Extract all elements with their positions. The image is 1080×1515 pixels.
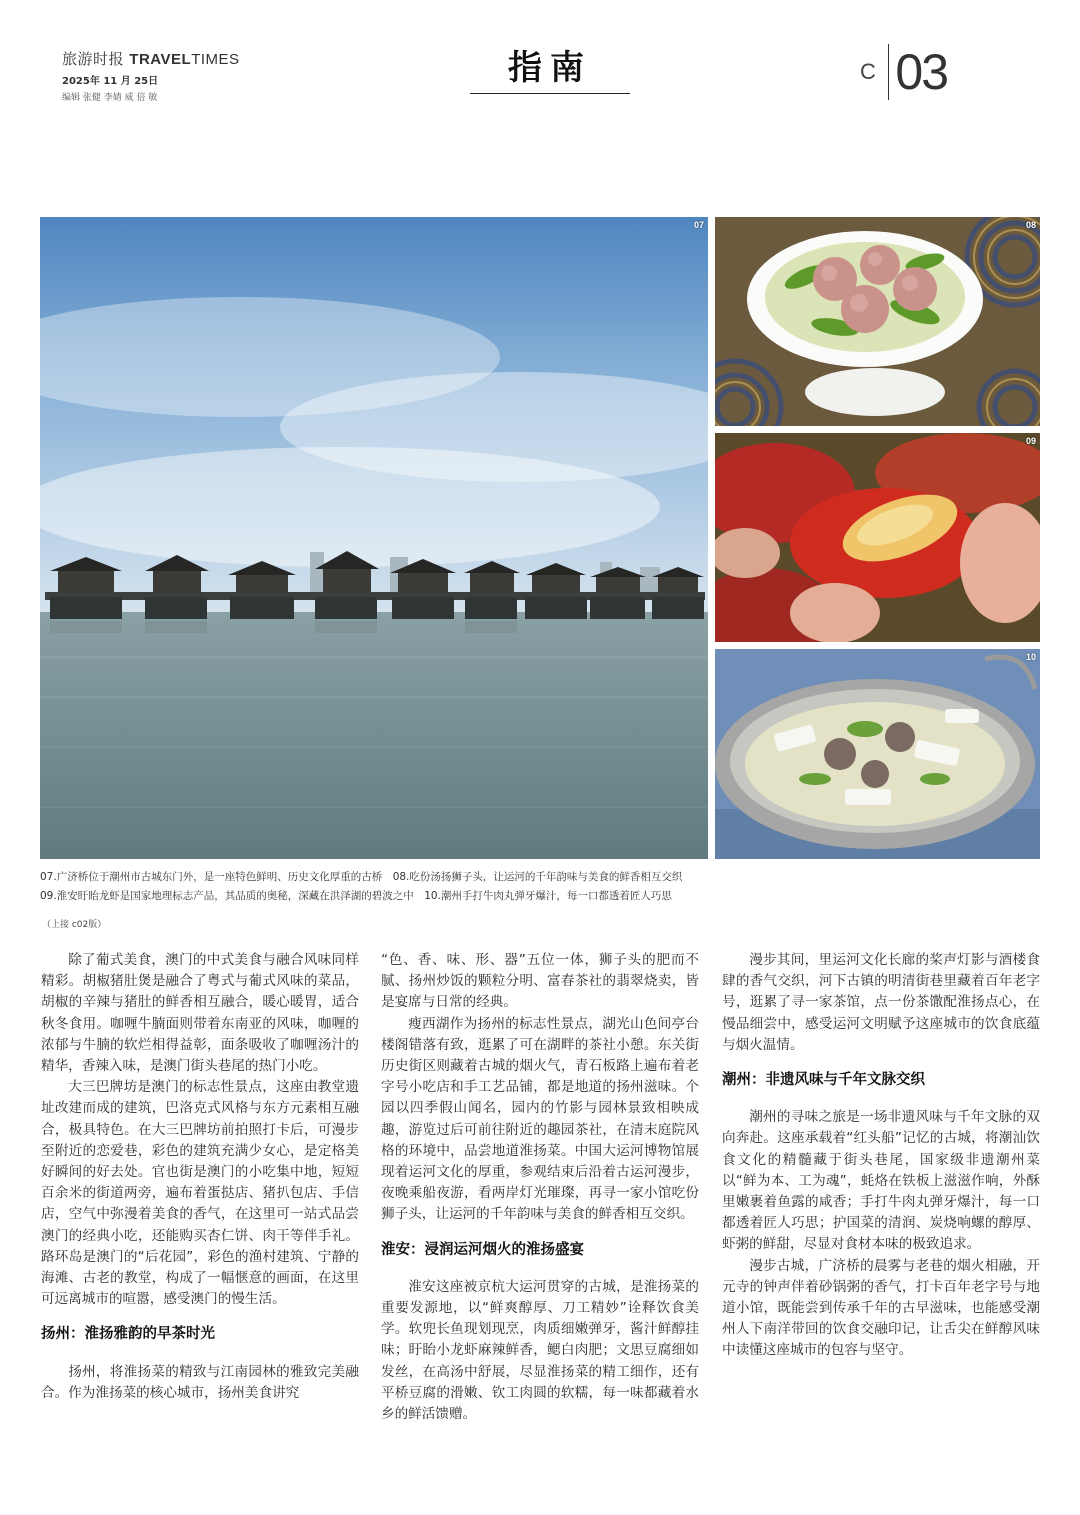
photo-number-08: 08 <box>1025 220 1036 230</box>
subheading-chaozhou: 潮州：非遗风味与千年文脉交织 <box>722 1072 925 1089</box>
caption-line-1: 07.广济桥位于潮州市古城东门外，是一座特色鲜明、历史文化厚重的古桥 08.吃份汤扬狮子头，让运河的千年韵味与美食的鲜香相互交织 <box>40 871 683 883</box>
article-paragraph: 除了葡式美食，澳门的中式美食与融合风味同样精彩。胡椒猪肚煲是融合了粤式与葡式风味的菜品，胡椒的辛辣与猪肚的鲜香相互融合，暖心暖胃，适合秋冬食用。咖喱牛腩面则带着东南亚的风味，咖喱的浓郁与牛腩的软烂相得益彰，面条吸收了咖喱汤汁的精华，香辣入味，是澳门街头巷尾的热门小吃。 <box>41 952 359 1075</box>
paper-name <box>62 48 240 69</box>
subheading-huaian: 淮安：浸润运河烟火的淮扬盛宴 <box>381 1241 584 1258</box>
photo-number-07: 07 <box>693 220 704 230</box>
article-column-2 <box>381 950 699 1425</box>
article-column-3 <box>722 950 1040 1362</box>
article-paragraph: 漫步其间，里运河文化长廊的桨声灯影与酒楼食肆的香气交织，河下古镇的明清街巷里藏着百年老字号，逛累了寻一家茶馆，点一份茶馓配淮扬点心，在慢品细尝中，感受运河文明赋予这座城市的饮食底蕴与烟火温情。 <box>722 952 1040 1053</box>
article-paragraph: 淮安这座被京杭大运河贯穿的古城，是淮扬菜的重要发源地，以“鲜爽醇厚、刀工精妙”诠释饮食美学。软兜长鱼现划现烹，肉质细嫩弹牙，酱汁鲜醇挂味；盱眙小龙虾麻辣鲜香，鳃白肉肥；文思豆腐细如发丝，在高汤中舒展，尽显淮扬菜的精工细作，还有平桥豆腐的滑嫩、钦工肉圆的软糯，每一味都藏着水乡的鲜活馈赠。 <box>381 1278 699 1423</box>
crayfish-image <box>715 433 1040 642</box>
continued-from-note: （上接 c02版） <box>42 920 107 930</box>
photo-number-10: 10 <box>1025 652 1036 662</box>
paper-name-en-bold: TRAVEL <box>129 51 192 68</box>
subheading-yangzhou: 扬州：淮扬雅韵的早茶时光 <box>41 1326 215 1343</box>
article-paragraph: “色、香、味、形、器”五位一体，狮子头的肥而不腻、扬州炒饭的颗粒分明、富春茶社的翡翠烧卖，皆是宴席与日常的经典。 <box>381 952 699 1011</box>
page-number-block <box>860 44 947 100</box>
article-paragraph: 扬州，将淮扬菜的精致与江南园林的雅致完美融合。作为淮扬菜的核心城市，扬州美食讲究 <box>41 1363 359 1401</box>
article-paragraph: 瘦西湖作为扬州的标志性景点，湖光山色间亭台楼阁错落有致，逛累了可在湖畔的茶社小憩。东关街历史街区则藏着古城的烟火气，青石板路上遍布着老字号小吃店和手工艺品铺，都是地道的扬州滋味。个园以四季假山闻名，园内的竹影与园林景致相映成趣，游览过后可前往附近的趣园茶社，在清末庭院风格的环境中，品尝地道淮扬菜。中国大运河博物馆展现着运河文化的厚重，参观结束后沿着古运河漫步，夜晚乘船夜游，看两岸灯光璀璨，再寻一家小馆吃份狮子头，让运河的千年韵味与美食的鲜香相互交织。 <box>381 1015 699 1223</box>
photo-beef-ball-soup <box>715 649 1040 859</box>
article-paragraph: 漫步古城，广济桥的晨雾与老巷的烟火相融，开元寺的钟声伴着砂锅粥的香气，打卡百年老字号与地道小馆，既能尝到传承千年的古早滋味，也能感受潮州人下南洋带回的饮食交融印记，让舌尖在鲜醇风味中读懂这座城市的包容与坚守。 <box>722 1257 1040 1359</box>
caption-line-2: 09.淮安盱眙龙虾是国家地理标志产品，其品质的奥秘，深藏在洪泽湖的碧波之中 10.潮州手打牛肉丸弹牙爆汁，每一口都透着匠人巧思 <box>40 890 672 902</box>
article-paragraph: 潮州的寻味之旅是一场非遗风味与千年文脉的双向奔赴。这座承载着“红头船”记忆的古城，将潮汕饮食文化的精髓藏于街头巷尾，国家级非遗潮州菜以“鲜为本、工为魂”，蚝烙在铁板上滋滋作响，外酥里嫩裹着鱼露的咸香；手打牛肉丸弹牙爆汁，每一口都透着匠人巧思；护国菜的清润、炭烧响螺的醇厚、虾粥的鲜甜，尽显对食材本味的极致追求。 <box>722 1109 1040 1253</box>
paper-name-cn: 旅游时报 <box>62 50 125 68</box>
section-title: 指南 <box>470 40 630 94</box>
article-column-1 <box>41 950 359 1404</box>
guangji-bridge-image <box>40 217 708 859</box>
paper-name-en-light: TIMES <box>191 51 240 68</box>
editor-credits: 编辑 张健 李婧 威 倍 敏 <box>62 93 158 103</box>
beef-ball-soup-image <box>715 649 1040 859</box>
section-letter: C <box>860 59 888 84</box>
page-number: 03 <box>895 44 948 100</box>
photo-crayfish <box>715 433 1040 642</box>
article-paragraph: 大三巴牌坊是澳门的标志性景点，这座由教堂遗址改建而成的建筑，巴洛克式风格与东方元素相互融合，极具特色。在大三巴牌坊前拍照打卡后，可漫步至附近的恋爱巷，彩色的建筑充满少女心，是定格美好瞬间的好去处。官也街是澳门的小吃集中地，短短百余米的街道两旁，遍布着蛋挞店、猪扒包店、手信店，空气中弥漫着美食的香气，在这里可一站式品尝澳门的经典小吃，还能购买杏仁饼、肉干等伴手礼。路环岛是澳门的“后花园”，彩色的渔村建筑、宁静的海滩、古老的教堂，构成了一幅惬意的画面，在这里可远离城市的喧嚣，感受澳门的慢生活。 <box>41 1079 359 1308</box>
photo-captions <box>40 868 1040 906</box>
page-number-divider <box>888 44 890 100</box>
photo-lion-head-soup <box>715 217 1040 426</box>
photo-number-09: 09 <box>1025 436 1036 446</box>
lion-head-soup-image <box>715 217 1040 426</box>
photo-guangji-bridge <box>40 217 708 859</box>
issue-date: 2025年 11 月 25日 <box>62 76 159 87</box>
masthead <box>62 48 240 103</box>
